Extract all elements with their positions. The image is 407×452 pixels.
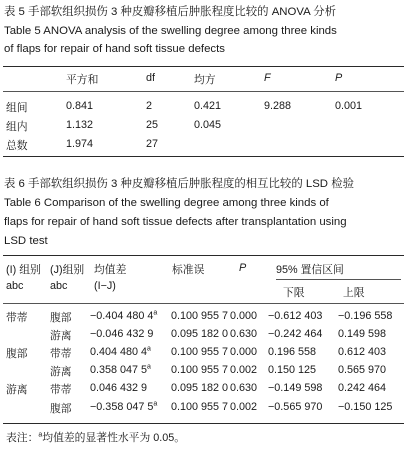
- table6-header-rule: [3, 303, 404, 304]
- table6-cell-j-group: [50, 328, 72, 343]
- table5-cell-f: 9.288: [264, 100, 292, 112]
- table6-header-p: P: [239, 262, 247, 274]
- table6-cell-j-group: [50, 364, 72, 379]
- table6-cell-std-err-text: 0.100 955 7: [171, 401, 229, 413]
- table6-ci-rule: [276, 279, 401, 280]
- table6-cell-mean-diff-text: −0.046 432 9: [90, 328, 154, 340]
- table6-cell-mean-diff-text: 0.404 480 4: [90, 346, 148, 358]
- significance-superscript: a: [147, 363, 151, 371]
- table5-caption-en-line1: Table 5 ANOVA analysis of the swelling degree among three kinds: [4, 25, 337, 37]
- table6-header-std-err: 标准误: [172, 264, 205, 276]
- table5-header-f: F: [264, 72, 271, 84]
- table6-cell-std-err: [171, 328, 228, 340]
- table6-cell-j-group: [50, 382, 72, 397]
- table6-cell-ci-lower: [268, 310, 322, 322]
- table6-cell-ci-upper: [338, 310, 392, 322]
- table6-cell-mean-diff-text: −0.358 047 5: [90, 401, 154, 413]
- table5-header-ms: 均方: [194, 74, 216, 86]
- table6-cell-std-err: [171, 364, 228, 376]
- table5-cell-df: 27: [146, 138, 159, 150]
- table6-header-j-group: (J)组别: [50, 264, 85, 276]
- table6-cell-j-group-text: 带蒂: [50, 384, 72, 396]
- table6-header-mean-diff: 均值差: [94, 264, 127, 276]
- table6-cell-std-err-text: 0.100 955 7: [171, 346, 229, 358]
- table6-cell-p-text: 0.630: [230, 382, 258, 394]
- table6-cell-ci-lower-text: −0.242 464: [268, 328, 323, 340]
- table5-cell-ss: 1.974: [66, 138, 94, 150]
- table6-cell-ci-upper-text: 0.612 403: [338, 346, 387, 358]
- table5-cell-df: 25: [146, 119, 159, 131]
- table5-header-df: df: [146, 72, 156, 84]
- table6-header-i-group-sub: abc: [6, 280, 24, 292]
- table6-cell-ci-upper-text: 0.242 464: [338, 382, 387, 394]
- table6-cell-std-err-text: 0.100 955 7: [171, 364, 229, 376]
- footnote-superscript: a: [38, 431, 43, 439]
- table5-bottom-rule: [3, 156, 404, 157]
- table6-cell-ci-upper-text: −0.196 558: [338, 310, 393, 322]
- table6-cell-i-group: [6, 346, 28, 361]
- footnote-prefix: 表注：: [6, 432, 39, 444]
- table6-cell-j-group: [50, 310, 72, 325]
- table5-header-rule: [3, 91, 404, 92]
- table6-cell-j-group: [50, 346, 72, 361]
- table6-cell-ci-lower-text: 0.150 125: [268, 364, 317, 376]
- table6-cell-std-err: [171, 382, 228, 394]
- table6-cell-std-err-text: 0.095 182 0: [171, 328, 229, 340]
- table6-header-mean-diff-sub: (I−J): [94, 280, 116, 292]
- footnote-text: 均值差的显著性水平为 0.05。: [42, 432, 186, 444]
- table5-header-p: P: [335, 72, 343, 84]
- table6-cell-i-group-text: 带蒂: [6, 312, 28, 324]
- table6-caption-en-line2: flaps for repair of hand soft tissue defects after transplantation using: [4, 216, 347, 228]
- table6-cell-mean-diff-text: 0.046 432 9: [90, 382, 148, 394]
- table5-row-label: 组间: [6, 102, 28, 114]
- table6-cell-ci-lower-text: −0.149 598: [268, 382, 323, 394]
- significance-superscript: a: [147, 345, 151, 353]
- table6-cell-ci-upper: [338, 364, 386, 376]
- table5-row-label: 总数: [6, 140, 28, 152]
- table6-cell-mean-diff-text: −0.404 480 4: [90, 310, 154, 322]
- table6-cell-std-err-text: 0.095 182 0: [171, 382, 229, 394]
- table6-cell-p-text: 0.002: [230, 401, 258, 413]
- table6-cell-j-group: [50, 401, 72, 416]
- table6-cell-ci-upper: [338, 401, 392, 413]
- table6-cell-ci-lower-text: −0.612 403: [268, 310, 323, 322]
- table6-cell-mean-diff: [90, 328, 153, 340]
- table5-row-label: 组内: [6, 121, 28, 133]
- table6-cell-ci-lower-text: −0.565 970: [268, 401, 323, 413]
- table5-cell-ms: 0.421: [194, 100, 222, 112]
- table6-cell-std-err: [171, 346, 228, 358]
- table6-header-i-group: (I) 组别: [6, 264, 41, 276]
- table6-cell-mean-diff-text: 0.358 047 5: [90, 364, 148, 376]
- table6-cell-mean-diff: [90, 364, 151, 376]
- significance-superscript: a: [153, 400, 158, 408]
- table6-top-rule: [3, 255, 404, 256]
- table6-cell-p: [230, 364, 257, 376]
- table6-cell-p: [230, 346, 257, 358]
- table6-cell-p-text: 0.002: [230, 364, 258, 376]
- table6-caption-cn: 表 6 手部软组织损伤 3 种皮瓣移植后肿胀程度的相互比较的 LSD 检验: [4, 178, 354, 190]
- table6-cell-p-text: 0.630: [230, 328, 258, 340]
- table6-cell-std-err-text: 0.100 955 7: [171, 310, 229, 322]
- table6-cell-ci-upper: [338, 346, 386, 358]
- table6-cell-i-group-text: 腹部: [6, 348, 28, 360]
- table5-caption-en-line2: of flaps for repair of hand soft tissue defects: [4, 43, 225, 55]
- table5-cell-ss: 1.132: [66, 119, 94, 131]
- table6-cell-i-group: [6, 382, 28, 397]
- table6-cell-mean-diff: [90, 382, 147, 394]
- table6-cell-ci-lower: [268, 382, 322, 394]
- table6-cell-p: [230, 310, 257, 322]
- table6-cell-ci-upper: [338, 382, 386, 394]
- table6-cell-ci-upper: [338, 328, 386, 340]
- table6-cell-i-group: [6, 310, 28, 325]
- table6-cell-p: [230, 401, 257, 413]
- table6-cell-ci-upper-text: −0.150 125: [338, 401, 393, 413]
- table6-cell-j-group-text: 游离: [50, 366, 72, 378]
- table6-cell-ci-upper-text: 0.565 970: [338, 364, 387, 376]
- table6-header-j-group-sub: abc: [50, 280, 68, 292]
- table5-header-ss: 平方和: [66, 74, 99, 86]
- table6-cell-p: [230, 382, 257, 394]
- table5-cell-ms: 0.045: [194, 119, 222, 131]
- significance-superscript: a: [153, 309, 158, 317]
- table5-cell-ss: 0.841: [66, 100, 94, 112]
- table6-cell-ci-lower: [268, 364, 316, 376]
- table6-footnote: [6, 430, 185, 445]
- table5-cell-p: 0.001: [335, 100, 363, 112]
- table6-caption-en-line3: LSD test: [4, 235, 48, 247]
- table6-cell-ci-lower: [268, 401, 322, 413]
- table6-cell-mean-diff: [90, 310, 157, 322]
- table6-cell-ci-upper-text: 0.149 598: [338, 328, 387, 340]
- table6-cell-p-text: 0.000: [230, 346, 258, 358]
- table5-cell-df: 2: [146, 100, 153, 112]
- table6-header-upper: 上限: [343, 287, 365, 299]
- table6-header-lower: 下限: [283, 287, 305, 299]
- table6-header-ci: 95% 置信区间: [276, 264, 344, 276]
- table6-cell-mean-diff: [90, 346, 151, 358]
- table6-cell-i-group-text: 游离: [6, 384, 28, 396]
- table6-cell-j-group-text: 带蒂: [50, 348, 72, 360]
- table6-cell-p: [230, 328, 257, 340]
- table6-cell-ci-lower: [268, 328, 322, 340]
- table6-cell-ci-lower: [268, 346, 316, 358]
- table5-top-rule: [3, 66, 404, 67]
- table5-caption-cn: 表 5 手部软组织损伤 3 种皮瓣移植后肿胀程度比较的 ANOVA 分析: [4, 6, 337, 18]
- table6-caption-en-line1: Table 6 Comparison of the swelling degree among three kinds of: [4, 197, 329, 209]
- table6-cell-ci-lower-text: 0.196 558: [268, 346, 317, 358]
- table6-bottom-rule: [3, 423, 404, 424]
- table6-cell-j-group-text: 游离: [50, 330, 72, 342]
- table6-cell-std-err: [171, 401, 228, 413]
- table6-cell-std-err: [171, 310, 228, 322]
- table6-cell-j-group-text: 腹部: [50, 312, 72, 324]
- table6-cell-j-group-text: 腹部: [50, 403, 72, 415]
- table6-cell-mean-diff: [90, 401, 157, 413]
- table6-cell-p-text: 0.000: [230, 310, 258, 322]
